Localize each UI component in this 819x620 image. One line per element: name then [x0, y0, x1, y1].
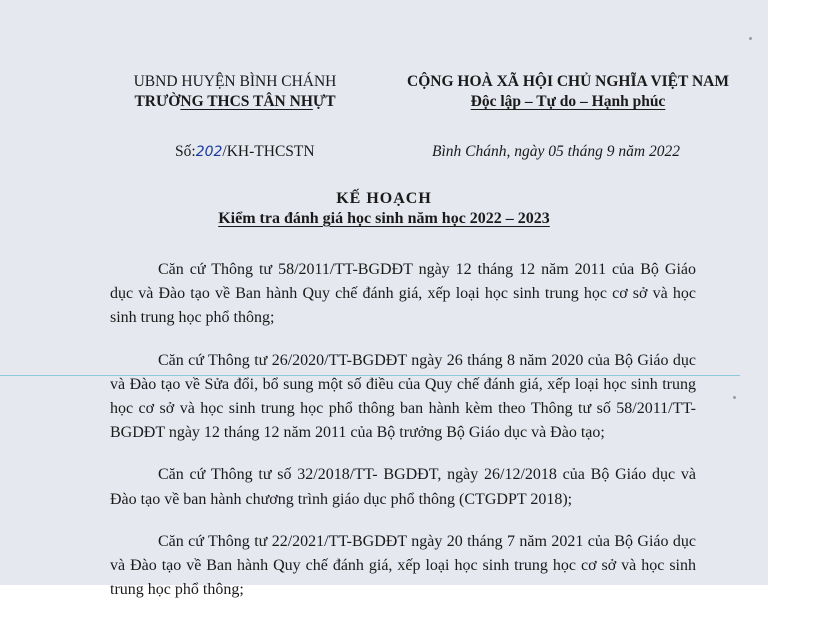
handwritten-number: 202 — [195, 144, 223, 160]
motto: Độc lập – Tự do – Hạnh phúc — [470, 93, 666, 110]
scan-speck — [749, 37, 752, 40]
page-margin — [768, 0, 819, 585]
document-body — [110, 258, 696, 620]
document-subtitle: Kiểm tra đánh giá học sinh năm học 2022 – 2023 — [218, 210, 550, 227]
document-title: KẾ HOẠCH — [336, 190, 432, 207]
school-name: TRƯỜNG THCS TÂN NHỰT — [134, 93, 336, 110]
country-name: CỘNG HOÀ XÃ HỘI CHỦ NGHĨA VIỆT NAM — [407, 73, 729, 90]
issue-date: Bình Chánh, ngày 05 tháng 9 năm 2022 — [432, 143, 680, 160]
district-name: UBND HUYỆN BÌNH CHÁNH — [133, 73, 337, 90]
issuing-authority — [120, 72, 350, 112]
national-motto — [368, 72, 768, 112]
legal-basis-paragraph: Căn cứ Thông tư số 32/2018/TT- BGDĐT, ngày 26/12/2018 của Bộ Giáo dục và Đào tạo về ban hành chương trình giáo dục phổ thông (CTGDPT 2018); — [110, 466, 696, 508]
legal-basis-paragraph: Căn cứ Thông tư 22/2021/TT-BGDĐT ngày 20 tháng 7 năm 2021 của Bộ Giáo dục và Đào tạo về Ban hành Quy chế đánh giá, xếp loại học sinh trung học cơ sở và học sinh trung học phổ thông; — [110, 532, 696, 599]
legal-basis-paragraph: Căn cứ Thông tư 58/2011/TT-BGDĐT ngày 12 tháng 12 năm 2011 của Bộ Giáo dục và Đào tạo về Ban hành Quy chế đánh giá, xếp loại học sinh trung học cơ sở và học sinh trung học phổ thông; — [110, 261, 696, 327]
scan-speck — [733, 396, 736, 399]
document-number: Số:202/KH-THCSTN — [175, 143, 315, 160]
legal-basis-paragraph: Căn cứ Thông tư 26/2020/TT-BGDĐT ngày 26 tháng 8 năm 2020 của Bộ Giáo dục và Đào tạo về Sửa đổi, bổ sung một số điều của Quy chế đánh giá, xếp loại học sinh trung học cơ sở và học sinh trung học phổ thông ban hành kèm theo Thông tư số 58/2011/TT-BGDĐT ngày 12 tháng 12 năm 2011 của Bộ trưởng Bộ Giáo dục và Đào tạo; — [110, 351, 696, 442]
